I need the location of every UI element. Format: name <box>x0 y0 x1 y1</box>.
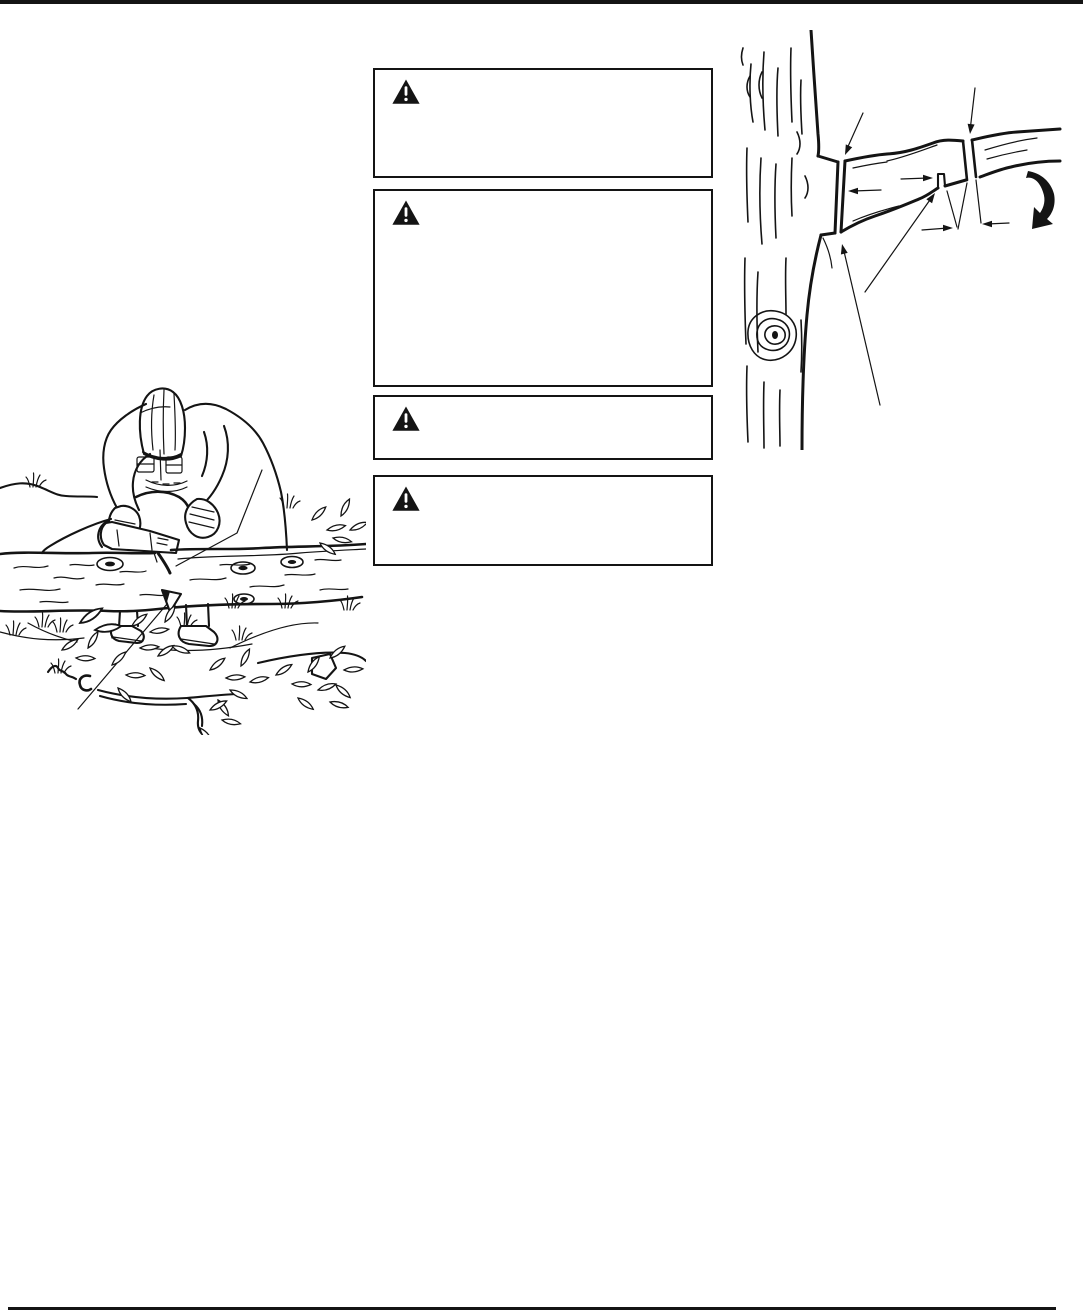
warning-box-2 <box>373 189 713 387</box>
chainsaw <box>42 519 179 553</box>
callout-leader-lines <box>78 470 262 709</box>
undercut-notch <box>938 174 945 188</box>
tree-limb <box>841 129 1060 232</box>
saw-kerf-cut <box>154 553 170 573</box>
warning-box-3 <box>373 395 713 460</box>
leader-arrows <box>841 88 975 405</box>
warning-triangle-icon <box>391 199 421 227</box>
tree-trunk <box>742 30 839 450</box>
foreground-brush <box>0 499 366 735</box>
bottom-rule <box>8 1307 1056 1310</box>
top-rule <box>0 0 1083 4</box>
warning-box-1 <box>373 68 713 178</box>
warning-triangle-icon <box>391 78 421 106</box>
warning-triangle-icon <box>391 405 421 433</box>
warning-box-4 <box>373 475 713 566</box>
background-ground <box>0 473 360 673</box>
log <box>0 544 366 612</box>
bark-texture <box>742 48 809 448</box>
warning-triangle-icon <box>391 485 421 513</box>
log-knots <box>97 557 303 605</box>
bucking-log-illustration <box>0 380 366 735</box>
rotation-arrow <box>1026 171 1055 229</box>
trunk-knot <box>748 311 796 361</box>
limbing-cuts-diagram <box>735 30 1065 450</box>
